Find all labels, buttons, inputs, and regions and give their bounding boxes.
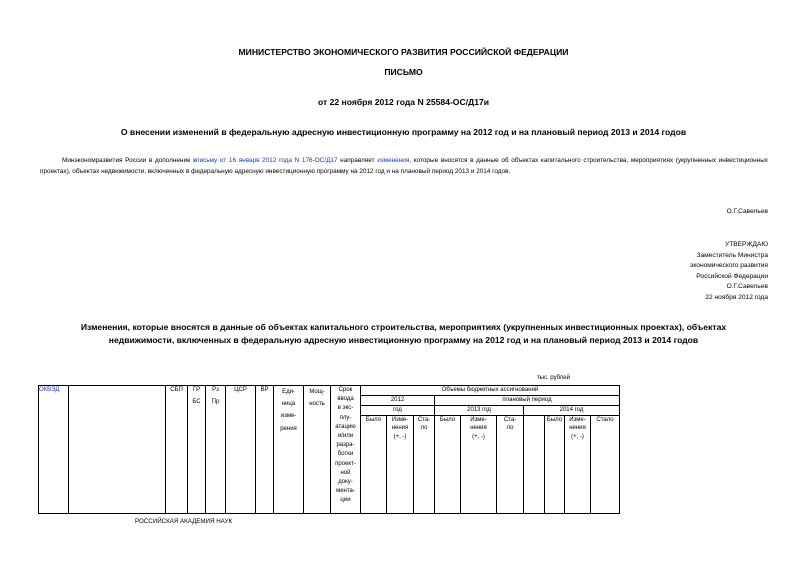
change-2013-l3: (+, -)	[472, 433, 485, 440]
letter-paragraph	[40, 155, 768, 177]
paragraph-text-a: Минэкономразвития России в дополнение к	[62, 157, 197, 164]
term-l7: разра-	[336, 442, 355, 449]
col-2014-was: Было	[545, 416, 565, 514]
col-2013-became	[497, 416, 524, 514]
term-l11: доку-	[338, 479, 353, 486]
change-2014-l1: Изме-	[569, 417, 586, 423]
change-2014-l2: нения	[569, 425, 586, 432]
col-term	[331, 386, 361, 514]
gr-label: ГР	[192, 387, 201, 393]
doc-date-number: от 22 ноября 2012 года N 25584-ОС/Д17и	[317, 97, 490, 107]
approval-line-3: экономического развития	[689, 262, 768, 270]
term-l10: ной	[340, 469, 351, 476]
unit-l2: ница	[281, 401, 296, 408]
col-vr: ВР	[256, 386, 274, 514]
term-l3: в экс-	[337, 405, 354, 412]
power-l2: ность	[309, 401, 325, 408]
paragraph-text-c: , которые вносятся в данные об объектах капитального строительства, мероприятиях (укрупненных инвестиционных проектах), объектах недвижимости, включенных в федеральную адресную инвестиционную программу на 2012 год и на плановый период 2013 и 2014 годов.	[40, 157, 768, 175]
changes-title	[0, 321, 807, 346]
became-2013-l2: ло	[506, 425, 514, 432]
year-2013: 2013 год	[435, 406, 524, 416]
term-l6: и/или	[337, 433, 354, 440]
change-2013-l2: нения	[470, 425, 487, 432]
volumes-header: Объемы бюджетных ассигнований	[361, 386, 620, 396]
term-l12: мента-	[336, 488, 355, 495]
organization-label: РОССИЙСКАЯ АКАДЕМИЯ НАУК	[135, 518, 233, 525]
became-2013-l1: Ста-	[503, 417, 517, 423]
okved-link[interactable]: ОКВЭД	[39, 387, 60, 393]
col-csr: ЦСР	[226, 386, 256, 514]
planned-period: плановый период	[435, 396, 620, 406]
col-okved	[39, 386, 69, 514]
changes-title-line-2: недвижимости, включенных в федеральную адресную инвестиционную программу на 2012 год и на плановый период 2013 и 2014 годов	[108, 334, 699, 345]
approval-block	[600, 240, 768, 304]
col-power	[304, 386, 331, 514]
col-2013-change	[461, 416, 497, 514]
approval-line-6: 22 ноября 2012 года	[705, 293, 768, 301]
doc-subject: О внесении изменений в федеральную адресную инвестиционную программу на 2012 год и на плановый период 2013 и 2014 годов	[120, 127, 687, 137]
approval-line-2: Заместитель Министра	[696, 251, 768, 259]
units-label: тыс. рублей	[536, 375, 570, 381]
term-l5: атацию	[335, 423, 356, 430]
term-l13: ции	[340, 497, 351, 504]
unit-l3: изме-	[280, 413, 297, 420]
year-2012-top: 2012	[361, 396, 435, 406]
rz-label: Рз	[212, 387, 219, 393]
became-l1: Ста-	[417, 417, 431, 423]
approval-line-5: О.Г.Савельев	[726, 283, 768, 291]
year-2012-bottom: год	[361, 406, 435, 416]
col-name	[69, 386, 166, 514]
term-l9: проект-	[335, 460, 356, 467]
approval-line-1: УТВЕРЖДАЮ	[725, 241, 768, 248]
col-2014-became: Стало	[591, 416, 620, 514]
doc-type: ПИСЬМО	[384, 67, 423, 77]
col-sbp: СБП	[166, 386, 188, 514]
paragraph-text-b: направляет	[337, 157, 378, 164]
col-2014-change	[565, 416, 591, 514]
bs-label: БС	[192, 399, 201, 406]
year-2014: 2014 год	[524, 406, 620, 416]
term-l2: ввода	[337, 396, 354, 403]
change-2013-l1: Изме-	[470, 417, 487, 423]
term-l8: ботки	[337, 451, 354, 458]
unit-l4: рения	[280, 425, 297, 432]
power-l1: Мощ-	[309, 389, 325, 395]
term-l1: Срок	[338, 387, 353, 393]
pr-label: Пр	[211, 399, 220, 406]
col-gr-bs	[188, 386, 206, 514]
ministry-title: МИНИСТЕРСТВО ЭКОНОМИЧЕСКОГО РАЗВИТИЯ РОССИЙСКОЙ ФЕДЕРАЦИИ	[238, 47, 569, 57]
prior-letter-link[interactable]: письму от 16 января 2012 года N 176-ОС/Д17	[196, 157, 338, 164]
unit-l1: Еди-	[282, 389, 295, 395]
term-l4: плу-	[339, 414, 352, 421]
col-2013-was: Было	[435, 416, 461, 514]
change-2014-l3: (+, -)	[571, 433, 584, 440]
change-l1: Изме-	[391, 417, 409, 423]
col-2012-was: Было	[361, 416, 387, 514]
col-rz-pr	[206, 386, 226, 514]
col-2012-became	[414, 416, 435, 514]
col-unit	[274, 386, 304, 514]
col-2014-empty	[524, 416, 545, 514]
letter-signature: О.Г.Савельев	[726, 208, 768, 215]
changes-table	[38, 385, 620, 514]
change-l3: (+, -)	[393, 433, 407, 440]
changes-title-line-1: Изменения, которые вносятся в данные об объектах капитального строительства, мероприятиях (укрупненных инвестиционных проектах), объектах	[80, 322, 727, 332]
approval-line-4: Российской Федерации	[696, 272, 768, 280]
became-l2: ло	[420, 425, 428, 432]
changes-link[interactable]: изменения	[377, 157, 410, 164]
change-l2: нения	[391, 425, 409, 432]
col-2012-change	[387, 416, 414, 514]
